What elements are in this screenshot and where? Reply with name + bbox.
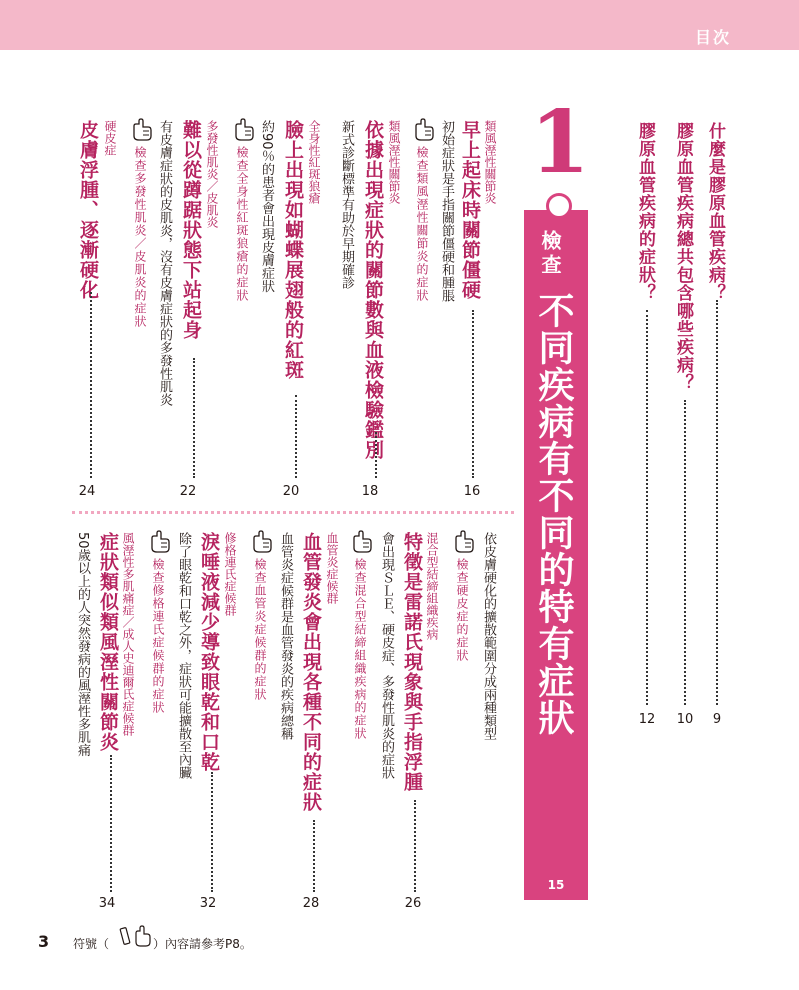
entry-check[interactable]: 檢查硬皮症的症狀 [455, 558, 469, 662]
leader-dots [684, 400, 686, 705]
pointing-hand-icon [412, 118, 436, 142]
page-number: 3 [38, 932, 50, 951]
leader-dots [375, 432, 377, 478]
entry-description: 有皮膚症狀的皮肌炎，沒有皮膚症狀的多發性肌炎 [157, 120, 172, 406]
entry-description: 新式診斷標準有助於早期確診 [339, 120, 354, 289]
entry-title[interactable]: 症狀類似類風溼性關節炎 [97, 532, 119, 752]
chapter-label: 檢查 [538, 230, 562, 278]
entry-title[interactable]: 早上起床時關節僵硬 [459, 120, 481, 300]
entry-category: 類風溼性關節炎 [483, 120, 497, 204]
entry-page: 18 [361, 484, 379, 499]
entry-page: 22 [179, 484, 197, 499]
entry-check[interactable]: 檢查血管炎症候群的症狀 [253, 558, 267, 701]
entry-check[interactable]: 檢查多發性肌炎／皮肌炎的症狀 [133, 146, 147, 328]
pointing-hand-icon [232, 118, 256, 142]
leader-dots [414, 800, 416, 892]
leader-dots [211, 772, 213, 892]
entry-title[interactable]: 難以從蹲踞狀態下站起身 [180, 120, 202, 340]
pointing-hand-icon [130, 118, 154, 142]
entry-page: 28 [302, 896, 320, 911]
entry-title[interactable]: 特徵是雷諾氏現象與手指浮腫 [401, 532, 423, 792]
entry-page: 34 [98, 896, 116, 911]
leader-dots [110, 755, 112, 892]
entry-category: 血管炎症候群 [325, 532, 339, 604]
entry-description: 除了眼乾和口乾之外，症狀可能擴散至內臟 [176, 532, 191, 779]
entry-category: 風溼性多肌痛症／成人史迪爾氏症候群 [121, 532, 135, 736]
pointing-hand-icon [250, 530, 274, 554]
entry-page: 32 [199, 896, 217, 911]
leader-dots [716, 300, 718, 705]
entry-description: 約90％的患者會出現皮膚症狀 [259, 120, 274, 293]
toc-item-2[interactable]: 膠原血管疾病總共包含哪些疾病？ [673, 122, 693, 392]
entry-category: 類風溼性關節炎 [387, 120, 401, 204]
toc-page-1: 9 [712, 712, 722, 727]
entry-title[interactable]: 依據出現症狀的關節數與血液檢驗鑑別 [362, 120, 384, 460]
leader-dots [646, 310, 648, 705]
entry-category: 全身性紅斑狼瘡 [307, 120, 321, 204]
entry-page: 20 [282, 484, 300, 499]
leader-dots [472, 310, 474, 478]
page-title: 目次 [694, 28, 731, 47]
entry-title[interactable]: 臉上出現如蝴蝶展翅般的紅斑 [282, 120, 304, 380]
entry-category: 多發性肌炎／皮肌炎 [205, 120, 219, 228]
toc-item-1[interactable]: 什麼是膠原血管疾病？ [705, 122, 725, 302]
bookmark-ring-icon [546, 193, 572, 219]
toc-item-3[interactable]: 膠原血管疾病的症狀？ [635, 122, 655, 302]
entry-description: 初始症狀是手指關節僵硬和腫脹 [439, 120, 454, 302]
entry-category: 修格連氏症候群 [223, 532, 237, 616]
pointing-hand-icon [350, 530, 374, 554]
pointing-hand-icon [148, 530, 172, 554]
entry-check[interactable]: 檢查修格連氏症候群的症狀 [151, 558, 165, 714]
entry-page: 16 [463, 484, 481, 499]
section-divider [72, 511, 514, 514]
chapter-page: 15 [547, 878, 565, 892]
entry-description: 依皮膚硬化的擴散範圍分成兩種類型 [481, 532, 496, 740]
entry-category: 硬皮症 [103, 120, 117, 156]
entry-page: 26 [404, 896, 422, 911]
leader-dots [295, 395, 297, 478]
header-bar [0, 0, 799, 50]
entry-page: 24 [78, 484, 96, 499]
toc-page-3: 12 [638, 712, 656, 727]
footer-note: 符號（ [73, 937, 110, 951]
entry-check[interactable]: 檢查類風溼性關節炎的症狀 [415, 146, 429, 302]
entry-description: 會出現ＳＬＥ、硬皮症、多發性肌炎的症狀 [379, 532, 394, 779]
entry-description: 50歲以上的人突然發病的風溼性多肌痛 [75, 532, 90, 757]
chapter-number: 1 [530, 92, 590, 193]
pointing-hand-icon [452, 530, 476, 554]
footer-note: ）內容請參考P8。 [153, 937, 252, 951]
leader-dots [313, 820, 315, 892]
toc-page-2: 10 [676, 712, 694, 727]
entry-description: 血管炎症候群是血管發炎的疾病總稱 [278, 532, 293, 740]
leader-dots [193, 358, 195, 478]
entry-title[interactable]: 淚唾液減少導致眼乾和口乾 [198, 532, 220, 772]
symbol-icons [118, 924, 152, 950]
entry-check[interactable]: 檢查混合型結締組織疾病的症狀 [353, 558, 367, 740]
entry-check[interactable]: 檢查全身性紅斑狼瘡的症狀 [235, 146, 249, 302]
leader-dots [90, 292, 92, 478]
chapter-title: 不同疾病有不同的特有症狀 [533, 292, 575, 736]
entry-category: 混合型結締組織疾病 [425, 532, 439, 640]
entry-title[interactable]: 血管發炎會出現各種不同的症狀 [300, 532, 322, 812]
entry-title[interactable]: 皮膚浮腫、逐漸硬化 [77, 120, 99, 300]
